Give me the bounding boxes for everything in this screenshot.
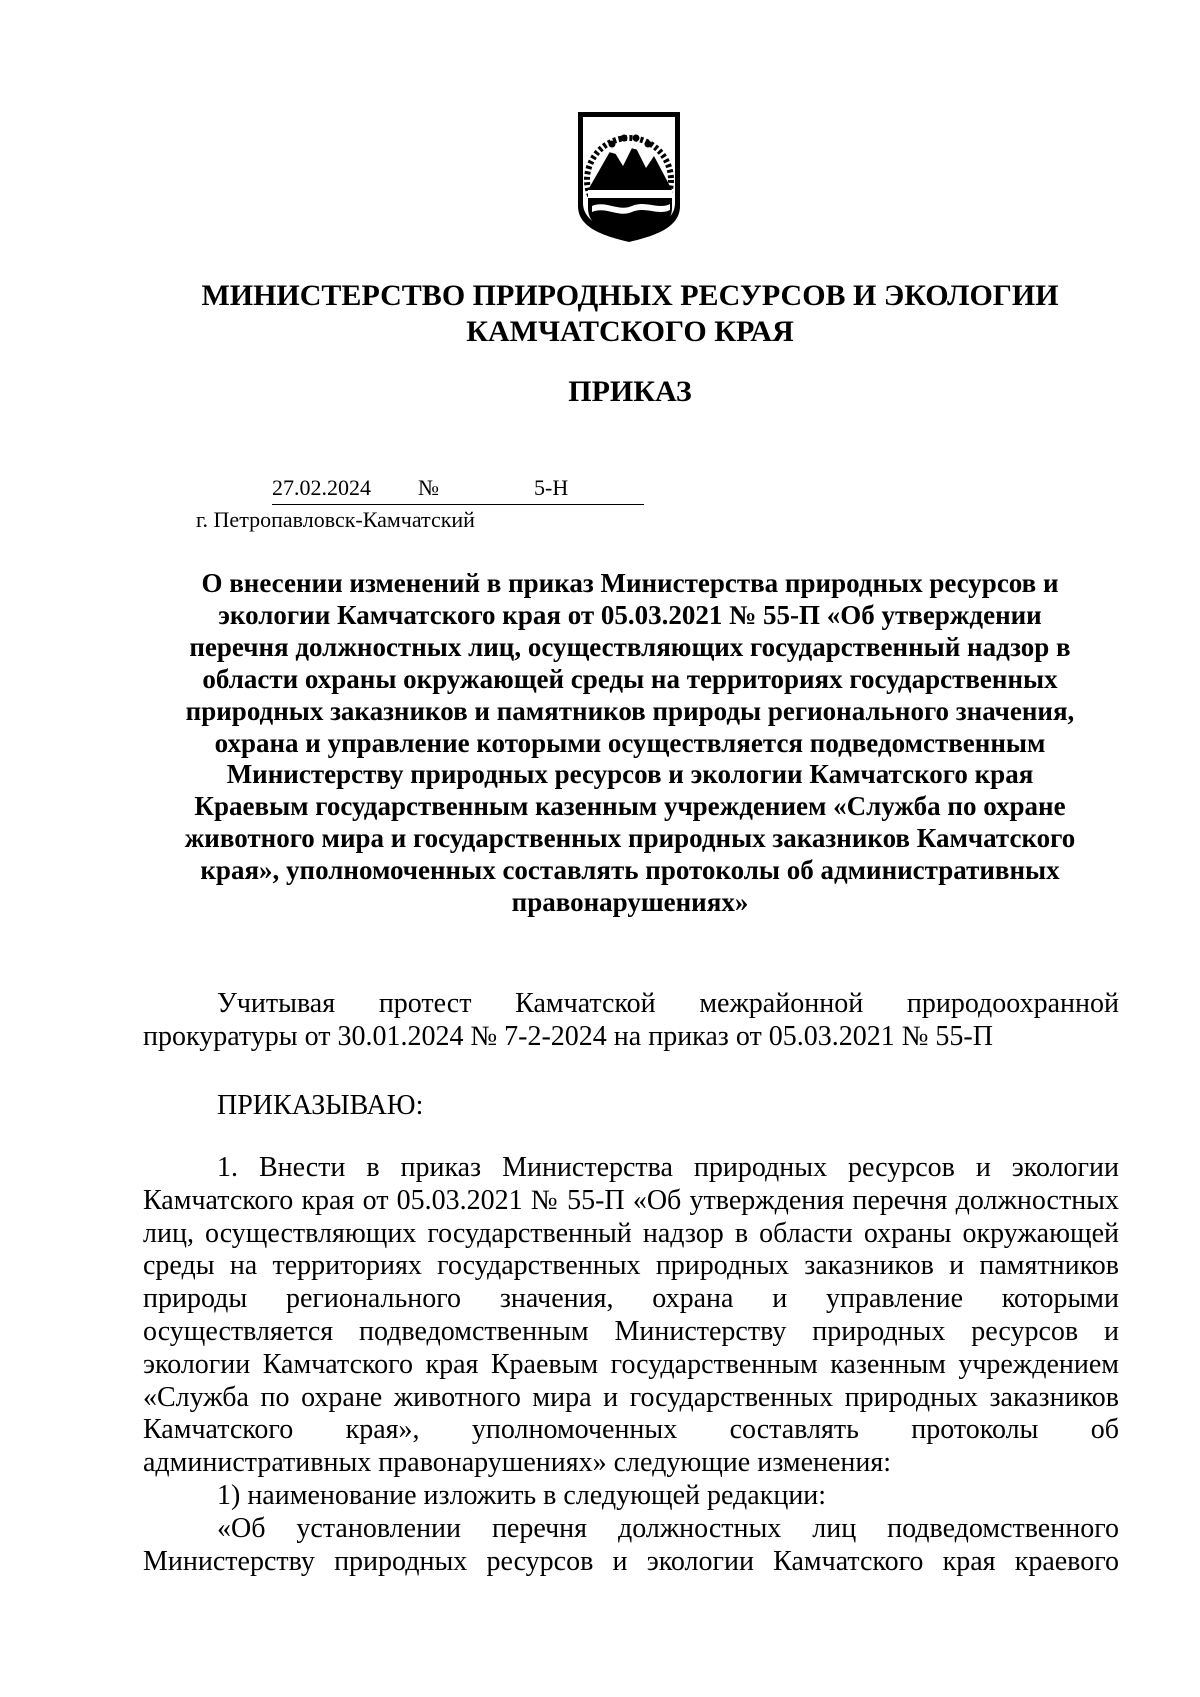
document-type: ПРИКАЗ <box>568 375 692 408</box>
item-line: Камчатского края от 05.03.2021 № 55-П «Об утверждения перечня должностных <box>143 1184 1119 1216</box>
title-line: охрана и управление которыми осуществляется подведомственным <box>214 727 1046 758</box>
item-line: осуществляется подведомственным Министерству природных ресурсов и <box>143 1315 1119 1347</box>
item-line: лиц, осуществляющих государственный надзор в области охраны окружающей <box>143 1217 1119 1249</box>
date-number-line <box>272 474 644 505</box>
organization-name-line-2: КАМЧАТСКОГО КРАЯ <box>466 315 794 348</box>
title-line: правонарушениях» <box>511 887 749 918</box>
item-line: «Служба по охране животного мира и государственных природных заказников <box>143 1381 1119 1413</box>
document-title <box>140 568 1120 919</box>
title-line: Краевым государственным казенным учреждением «Служба по охране <box>194 791 1066 822</box>
number-sign: № <box>418 475 439 500</box>
organization-name <box>0 278 1200 350</box>
item-line: экологии Камчатского края Краевым государственным казенным учреждением <box>143 1348 1119 1380</box>
coat-of-arms-icon <box>576 110 682 244</box>
city: г. Петропавловск-Камчатский <box>196 507 475 532</box>
order-number: 5-Н <box>534 475 569 500</box>
item-line: 1. Внести в приказ Министерства природных ресурсов и экологии <box>217 1152 1119 1183</box>
preamble-line: прокуратуры от 30.01.2024 № 7-2-2024 на приказ от 05.03.2021 № 55-П <box>143 1020 993 1052</box>
title-line: перечня должностных лиц, осуществляющих государственный надзор в <box>189 631 1071 662</box>
item-line: природы регионального значения, охрана и управление которыми <box>143 1283 1119 1315</box>
title-line: края», уполномоченных составлять протоколы об административных <box>200 855 1060 886</box>
title-line: О внесении изменений в приказ Министерства природных ресурсов и <box>201 568 1059 598</box>
title-line: Министерству природных ресурсов и экологии Камчатского края <box>226 759 1034 790</box>
item-line: административных правонарушениях» следующие изменения: <box>143 1447 892 1479</box>
order-word-text: ПРИКАЗЫВАЮ: <box>217 1090 424 1121</box>
title-line: области охраны окружающей среды на территориях государственных <box>202 663 1058 694</box>
order-date: 27.02.2024 <box>272 475 371 500</box>
title-line: природных заказников и памятников природы регионального значения, <box>185 695 1075 726</box>
item-1 <box>143 1152 1119 1578</box>
organization-name-line-1: МИНИСТЕРСТВО ПРИРОДНЫХ РЕСУРСОВ И ЭКОЛОГИИ <box>201 279 1059 312</box>
subitem-1: 1) наименование изложить в следующей редакции: <box>217 1479 827 1511</box>
quote-line: Министерству природных ресурсов и экологии Камчатского края краевого <box>143 1545 1119 1577</box>
order-word <box>143 1090 1119 1123</box>
preamble-line: Учитывая протест Камчатской межрайонной природоохранной <box>217 988 1119 1019</box>
title-line: экологии Камчатского края от 05.03.2021 № 55-П «Об утверждении <box>218 599 1042 630</box>
title-line: животного мира и государственных природных заказников Камчатского <box>184 823 1076 854</box>
item-line: среды на территориях государственных природных заказников и памятников <box>143 1250 1119 1282</box>
preamble <box>143 988 1119 1054</box>
quote-line: «Об установлении перечня должностных лиц подведомственного <box>217 1512 1119 1544</box>
item-line: Камчатского края», уполномоченных составлять протоколы об <box>143 1414 1119 1446</box>
